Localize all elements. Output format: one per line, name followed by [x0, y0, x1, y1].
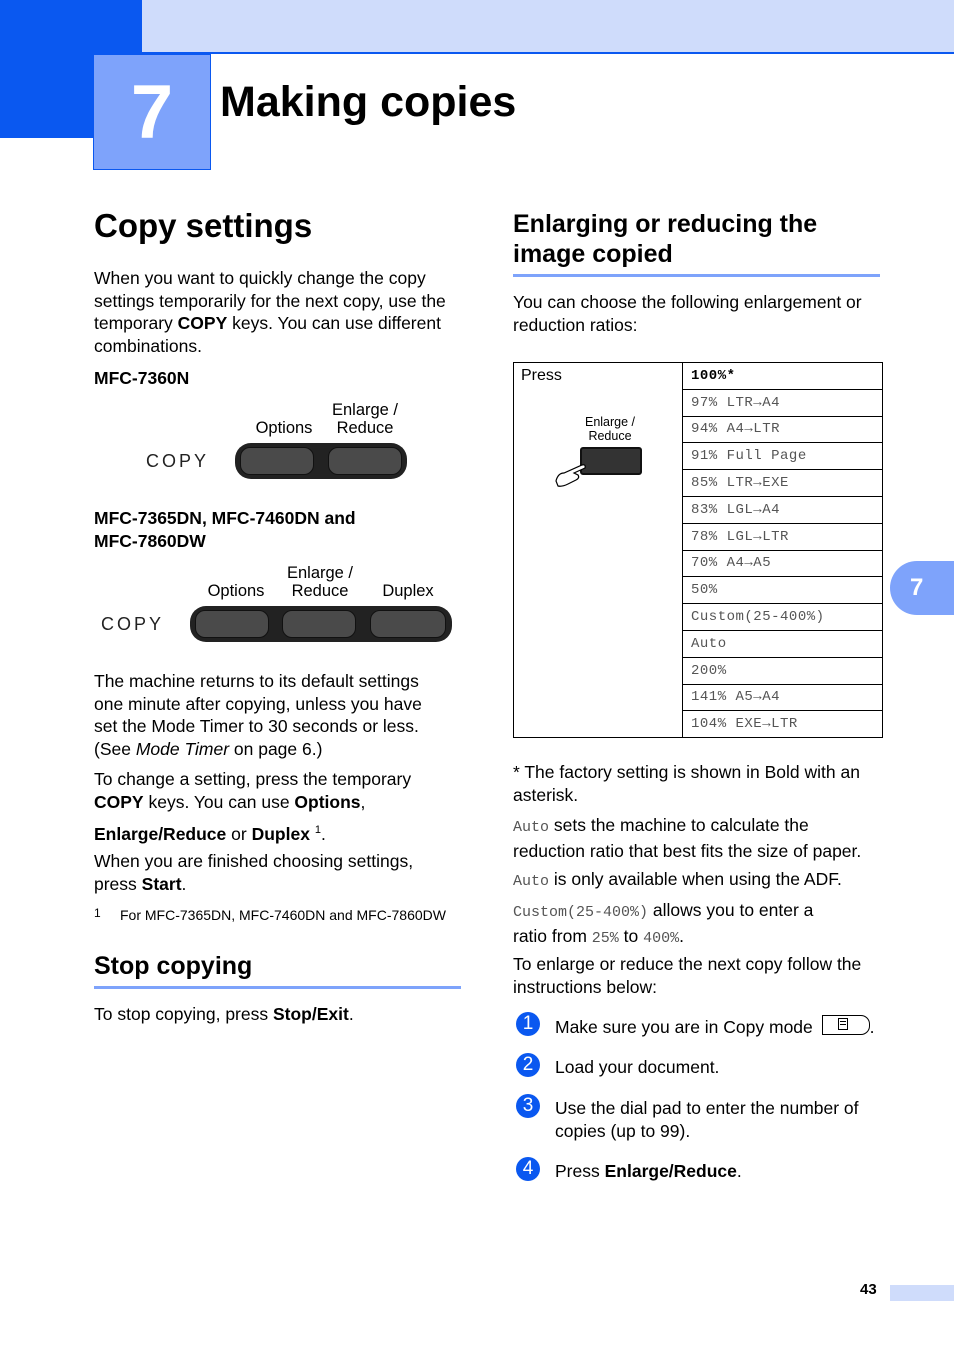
- enlarge-reduce-key[interactable]: [328, 447, 402, 475]
- options-key-label: Options: [207, 582, 265, 600]
- step-number-3: 3: [516, 1094, 540, 1118]
- options-key-label: Options: [255, 419, 313, 437]
- change-setting-paragraph: To change a setting, press the temporary COPY keys. You can use Options, Enlarge/Reduce or Duplex $^1$.: [94, 769, 412, 844]
- heading-underline: [94, 986, 461, 989]
- ratio-option: 100%*: [683, 363, 883, 390]
- step-number-1: 1: [516, 1012, 540, 1036]
- control-panel-multi: [101, 561, 453, 646]
- instructions-intro: To enlarge or reduce the next copy follow the instructions below:: [513, 954, 862, 997]
- step-number-2: 2: [516, 1053, 540, 1077]
- stop-copying-text: To stop copying, press Stop/Exit.: [94, 1004, 354, 1024]
- footnote-ref: 1: [314, 824, 321, 836]
- step-4-text: Press Enlarge/Reduce.: [555, 1161, 742, 1181]
- ratio-option: 78% LGL→LTR: [683, 523, 883, 550]
- copy-label: COPY: [101, 614, 165, 634]
- control-panel-7360n: [146, 398, 416, 483]
- page-number: 43: [860, 1281, 877, 1298]
- enlarge-reduce-key[interactable]: [282, 610, 356, 638]
- copy-mode-icon: [822, 1015, 870, 1035]
- enlarge-key-label-line2: Reduce: [291, 582, 349, 600]
- ratio-table: [513, 362, 883, 738]
- step-3-text: Use the dial pad to enter the number of copies (up to 99).: [555, 1098, 859, 1141]
- ratio-option: 50%: [683, 577, 883, 604]
- options-key[interactable]: [240, 447, 314, 475]
- ratio-option: 83% LGL→A4: [683, 496, 883, 523]
- footnote-number: 1: [94, 906, 101, 920]
- ratio-option: 141% A5→A4: [683, 684, 883, 711]
- intro-paragraph: When you want to quickly change the copy settings temporarily for the next copy, use the temporary COPY keys. You can use different combinations.: [94, 268, 446, 356]
- heading-underline: [513, 274, 880, 277]
- model-label-7360n: MFC-7360N: [94, 368, 190, 388]
- enlarge-key-caption: Enlarge / Reduce: [584, 415, 636, 443]
- factory-setting-note: * The factory setting is shown in Bold with an asterisk.: [513, 762, 860, 805]
- press-label: Press: [521, 367, 562, 384]
- model-label-multi: MFC-7365DN, MFC-7460DN and MFC-7860DW: [94, 508, 356, 551]
- enlarge-key-label-line2: Reduce: [336, 419, 394, 437]
- ratio-option: 97% LTR→A4: [683, 389, 883, 416]
- default-settings-paragraph: The machine returns to its default settings one minute after copying, unless you have set the Mode Timer to 30 seconds or less. (See Mode Timer on page 6.): [94, 671, 422, 759]
- ratio-option: 91% Full Page: [683, 443, 883, 470]
- ratios-intro: You can choose the following enlargement or reduction ratios:: [513, 292, 862, 335]
- section-heading-copy-settings: Copy settings: [94, 207, 313, 244]
- enlarge-key-label-line1: Enlarge /: [286, 564, 354, 582]
- ratio-option: 200%: [683, 657, 883, 684]
- step-1-text: Make sure you are in Copy mode .: [555, 1017, 875, 1037]
- custom-description: Custom(25-400%) allows you to enter a ratio from 25% to 400%.: [513, 900, 814, 947]
- section-heading-stop-copying: Stop copying: [94, 952, 253, 980]
- auto-description: Auto sets the machine to calculate the reduction ratio that best fits the size of paper.: [513, 815, 862, 861]
- ratio-option: 70% A4→A5: [683, 550, 883, 577]
- enlarge-key-label-line1: Enlarge /: [331, 401, 399, 419]
- ratio-table-row: [514, 363, 883, 390]
- side-chapter-tab: 7: [890, 561, 954, 615]
- ratio-option: Auto: [683, 630, 883, 657]
- options-key[interactable]: [195, 610, 269, 638]
- finish-paragraph: When you are finished choosing settings, press Start.: [94, 851, 414, 894]
- header-band: [142, 0, 954, 54]
- ratio-option: Custom(25-400%): [683, 604, 883, 631]
- ratio-option: 94% A4→LTR: [683, 416, 883, 443]
- copy-key-bar: [235, 443, 407, 479]
- duplex-key-label: Duplex: [382, 582, 434, 600]
- chapter-title: Making copies: [220, 78, 517, 126]
- duplex-key[interactable]: [370, 610, 446, 638]
- chapter-number: 7: [130, 69, 174, 155]
- press-cell: [514, 363, 683, 738]
- section-heading-enlarge-reduce: Enlarging or reducing the image copied: [513, 210, 818, 268]
- ratio-option: 104% EXE→LTR: [683, 711, 883, 738]
- pressing-hand-icon: [554, 459, 590, 489]
- step-2-text: Load your document.: [555, 1057, 720, 1077]
- page-number-bar: [890, 1285, 954, 1301]
- footnote-text: For MFC-7365DN, MFC-7460DN and MFC-7860DW: [120, 907, 446, 923]
- step-number-4: 4: [516, 1157, 540, 1181]
- ratio-option: 85% LTR→EXE: [683, 470, 883, 497]
- auto-adf-note: Auto is only available when using the ADF.: [513, 869, 842, 890]
- copy-label: COPY: [146, 451, 210, 471]
- copy-key-bar: [190, 606, 452, 642]
